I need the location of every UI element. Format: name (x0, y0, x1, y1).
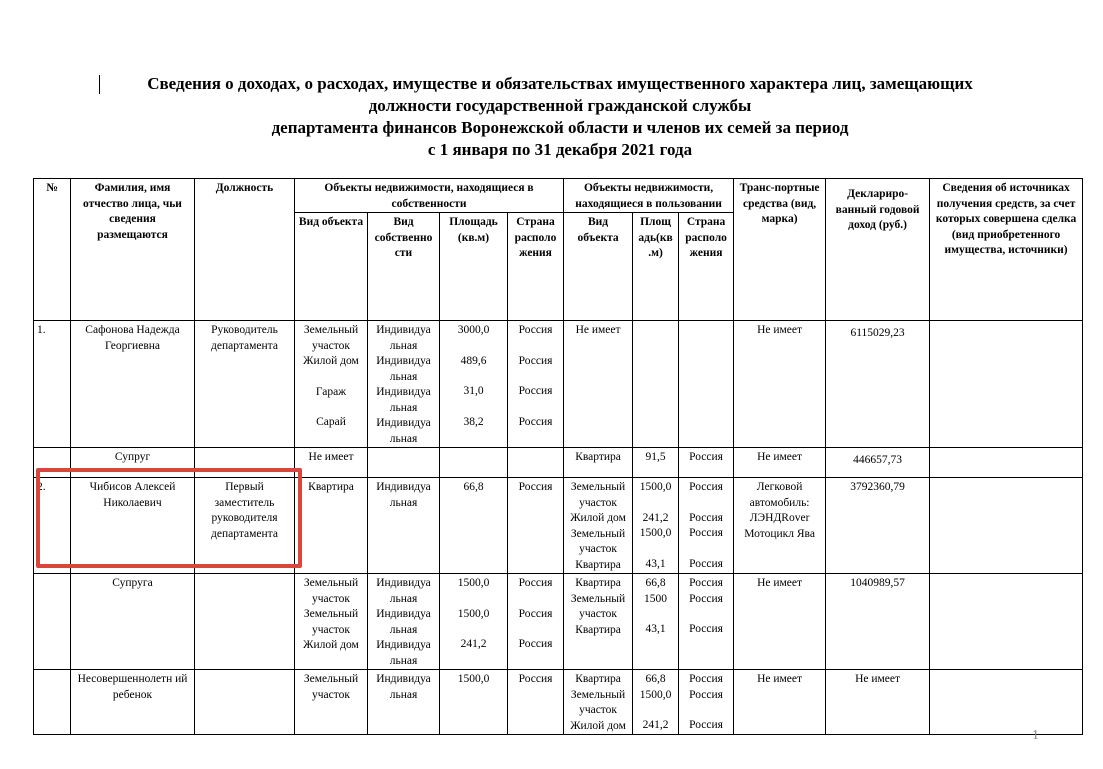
used-area: 1500 (644, 592, 668, 605)
header-owned-ownership: Вид собственно сти (368, 213, 440, 321)
used-country-cell (679, 670, 734, 735)
used-country: Россия (689, 481, 723, 493)
owned-ownership: Индивидуа льная (368, 478, 440, 574)
used-type-cell (564, 670, 633, 735)
owned-ownership: Индивидуа льная (376, 577, 431, 605)
text-cursor (99, 75, 100, 94)
header-vehicles: Транс-портные средства (вид, марка) (734, 179, 826, 321)
used-area: 43,1 (645, 623, 666, 635)
income: Не имеет (826, 670, 930, 735)
title-line-4: с 1 января по 31 декабря 2021 года (427, 140, 693, 159)
header-used-group: Объекты недвижимости, находящиеся в пользовании (564, 179, 734, 213)
sources (930, 670, 1083, 735)
owned-country: Россия (518, 324, 553, 336)
table-row (34, 321, 1083, 448)
row-position: Первый заместитель руководителя департамента (195, 478, 295, 574)
owned-area: 38,2 (463, 415, 484, 428)
used-country: Россия (689, 557, 723, 570)
header-num: № (34, 179, 71, 321)
vehicles: Легковой автомобиль: ЛЭНДRover Мотоцикл Ява (734, 478, 826, 574)
used-country: Россия (679, 448, 734, 478)
header-sources: Сведения об источниках получения средств, за счет которых совершена сделка (вид приобретенного имущества, источники) (930, 179, 1083, 321)
owned-ownership: Индивидуа льная (376, 417, 431, 445)
used-area: 1500,0 (639, 688, 672, 701)
used-area: 66,8 (645, 577, 666, 589)
header-owned-group: Объекты недвижимости, находящиеся в собственности (295, 179, 564, 213)
owned-country: Россия (518, 385, 553, 397)
row-position (195, 670, 295, 735)
table-row (34, 670, 1083, 735)
used-country: Россия (689, 623, 723, 635)
used-area: 1500,0 (639, 527, 672, 539)
owned-ownership (368, 448, 440, 478)
used-type: Земельный участок (570, 527, 626, 555)
header-used-area: Площ адь(кв .м) (633, 213, 679, 321)
page-number: 1 (1032, 728, 1039, 743)
title-line-1: Сведения о доходах, о расходах, имуществе и обязательствах имущественного характера лиц, замещающих (147, 74, 973, 93)
used-type: Жилой дом (570, 512, 626, 524)
used-country: Россия (689, 673, 723, 685)
used-country: Россия (689, 577, 723, 589)
header-owned-type: Вид объекта (295, 213, 368, 321)
used-country: Россия (689, 719, 723, 731)
owned-area: 241,2 (460, 638, 487, 650)
owned-area: 66,8 (440, 478, 508, 574)
vehicles: Не имеет (734, 670, 826, 735)
owned-country: Россия (508, 670, 564, 735)
owned-type: Квартира (295, 478, 368, 574)
header-used-type: Вид объекта (564, 213, 633, 321)
owned-ownership: Индивидуа льная (368, 670, 440, 735)
used-type: Жилой дом (570, 719, 626, 732)
used-area: 241,2 (642, 511, 669, 524)
used-type: Квартира (575, 558, 621, 571)
owned-country: Россия (518, 354, 553, 367)
owned-type: Гараж (315, 385, 347, 398)
owned-country-cell (508, 574, 564, 670)
owned-country (508, 448, 564, 478)
header-used-country: Страна располо жения (679, 213, 734, 321)
owned-type: Жилой дом (303, 639, 359, 651)
used-area: 43,1 (645, 557, 666, 570)
header-row-1 (34, 179, 1083, 213)
owned-area: 1500,0 (457, 607, 490, 620)
owned-ownership-cell (368, 574, 440, 670)
used-area-cell (633, 478, 679, 574)
row-num (34, 670, 71, 735)
owned-area: 31,0 (463, 385, 484, 397)
used-area: 66,8 (645, 673, 666, 685)
owned-country: Россия (518, 415, 553, 428)
owned-type: Сарай (316, 416, 346, 428)
row-name: Несовершеннолетн ий ребенок (71, 670, 195, 735)
owned-area: 1500,0 (440, 670, 508, 735)
used-type: Не имеет (564, 321, 633, 448)
used-country: Россия (689, 527, 723, 539)
highlight-box (36, 468, 302, 568)
income-table (33, 178, 1083, 735)
income: 446657,73 (826, 448, 930, 478)
used-type-cell (564, 574, 633, 670)
row-num: 1. (34, 321, 71, 448)
owned-ownership: Индивидуа льная (376, 324, 431, 352)
used-type: Квартира (564, 448, 633, 478)
sources (930, 574, 1083, 670)
used-country: Россия (689, 688, 723, 701)
owned-type: Не имеет (295, 448, 368, 478)
vehicles: Не имеет (734, 448, 826, 478)
income: 6115029,23 (826, 321, 930, 448)
owned-area-cell (440, 321, 508, 448)
title-line-2: должности государственной гражданской службы (368, 96, 752, 115)
used-country-cell (679, 478, 734, 574)
row-num: 2. (34, 478, 71, 574)
used-type: Земельный участок (570, 688, 626, 716)
header-owned-country: Страна располо жения (508, 213, 564, 321)
owned-type: Земельный участок (303, 324, 359, 352)
owned-area (440, 448, 508, 478)
title-line-3: департамента финансов Воронежской области и членов их семей за период (271, 118, 849, 137)
used-area: 1500,0 (639, 481, 672, 493)
owned-country: Россия (518, 638, 553, 650)
row-name: Супруга (71, 574, 195, 670)
owned-country-cell (508, 321, 564, 448)
used-country-cell (679, 574, 734, 670)
vehicles: Не имеет (734, 574, 826, 670)
header-position: Должность (195, 179, 295, 321)
row-num (34, 574, 71, 670)
used-country: Россия (689, 592, 723, 605)
owned-country: Россия (518, 577, 553, 589)
owned-ownership: Индивидуа льная (376, 386, 431, 414)
owned-area-cell (440, 574, 508, 670)
owned-country: Россия (518, 607, 553, 620)
income: 3792360,79 (826, 478, 930, 574)
owned-type: Земельный участок (303, 608, 359, 636)
owned-area: 489,6 (460, 354, 487, 367)
owned-ownership: Индивидуа льная (376, 608, 431, 636)
header-income: Деклариро-ванный годовой доход (руб.) (826, 179, 930, 321)
used-type: Земельный участок (570, 592, 626, 620)
row-name: Чибисов Алексей Николаевич (71, 478, 195, 574)
owned-type: Земельный участок (295, 670, 368, 735)
used-country: Россия (689, 511, 723, 524)
used-type: Квартира (575, 673, 621, 685)
used-area-cell (633, 670, 679, 735)
document-title (60, 73, 1060, 161)
header-name: Фамилия, имя отчество лица, чьи сведения размещаются (71, 179, 195, 321)
row-name: Супруг (71, 448, 195, 478)
used-country (679, 321, 734, 448)
owned-type: Земельный участок (303, 577, 359, 605)
owned-area: 1500,0 (457, 577, 490, 589)
sources (930, 321, 1083, 448)
sources (930, 478, 1083, 574)
row-position (195, 574, 295, 670)
row-position: Руководитель департамента (195, 321, 295, 448)
owned-type-cell (295, 321, 368, 448)
used-type: Квартира (575, 577, 621, 589)
income: 1040989,57 (826, 574, 930, 670)
row-name: Сафонова Надежда Георгиевна (71, 321, 195, 448)
header-owned-area: Площадь (кв.м) (440, 213, 508, 321)
owned-ownership-cell (368, 321, 440, 448)
table-row (34, 574, 1083, 670)
used-area (633, 321, 679, 448)
used-area: 91,5 (633, 448, 679, 478)
used-type-cell (564, 478, 633, 574)
owned-ownership: Индивидуа льная (376, 639, 431, 667)
owned-type-cell (295, 574, 368, 670)
sources (930, 448, 1083, 478)
owned-ownership: Индивидуа льная (376, 355, 431, 383)
vehicles: Не имеет (734, 321, 826, 448)
owned-type: Жилой дом (303, 355, 359, 367)
used-type: Земельный участок (570, 481, 626, 509)
used-area-cell (633, 574, 679, 670)
owned-area: 3000,0 (457, 324, 490, 336)
used-area: 241,2 (642, 719, 669, 731)
owned-country: Россия (508, 478, 564, 574)
used-type: Квартира (575, 623, 621, 636)
